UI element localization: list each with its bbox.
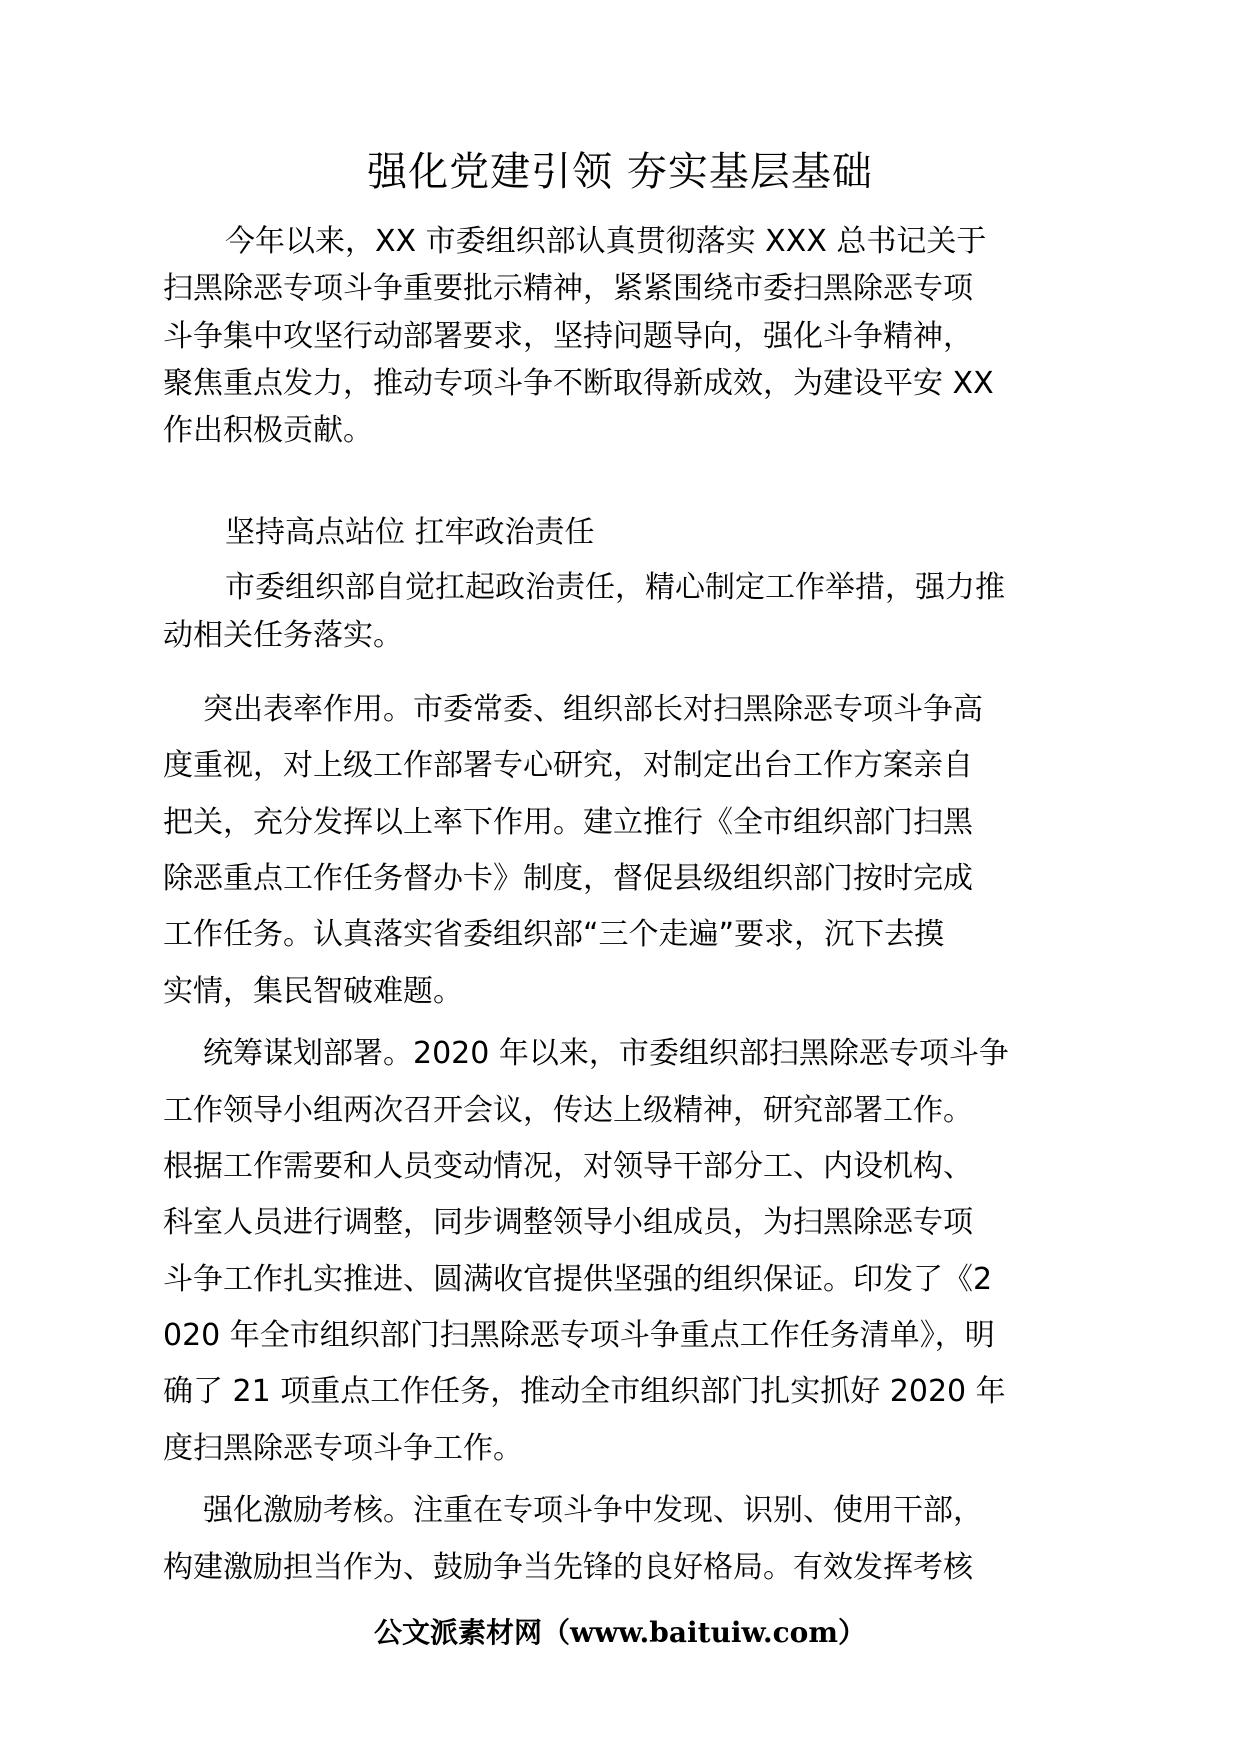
body-line: 今年以来，XX 市委组织部认真贯彻落实 XXX 总书记关于: [225, 224, 987, 259]
document-title: 强化党建引领 夯实基层基础: [367, 149, 873, 195]
body-line: 除恶重点工作任务督办卡》制度，督促县级组织部门按时完成: [163, 861, 973, 896]
body-line: 扫黑除恶专项斗争重要批示精神，紧紧围绕市委扫黑除恶专项: [163, 271, 973, 306]
section-heading: 坚持高点站位 扛牢政治责任: [225, 515, 595, 550]
body-line: 工作任务。认真落实省委组织部“三个走遍”要求，沉下去摸: [163, 917, 945, 952]
body-line: 工作领导小组两次召开会议，传达上级精神，研究部署工作。: [163, 1093, 973, 1128]
body-line: 斗争集中攻坚行动部署要求，坚持问题导向，强化斗争精神，: [163, 319, 973, 354]
body-line: 020 年全市组织部门扫黑除恶专项斗争重点工作任务清单》，明: [163, 1318, 995, 1353]
body-line: 度扫黑除恶专项斗争工作。: [163, 1431, 523, 1466]
footer-watermark: 公文派素材网（www.baituiw.com）: [374, 1616, 866, 1649]
body-line: 动相关任务落实。: [163, 618, 403, 653]
body-line: 统筹谋划部署。2020 年以来，市委组织部扫黑除恶专项斗争: [203, 1036, 1009, 1071]
body-line: 确了 21 项重点工作任务，推动全市组织部门扎实抓好 2020 年: [163, 1374, 1006, 1409]
body-line: 聚焦重点发力，推动专项斗争不断取得新成效，为建设平安 XX: [163, 366, 994, 401]
body-line: 斗争工作扎实推进、圆满收官提供坚强的组织保证。印发了《2: [163, 1262, 993, 1297]
body-line: 实情，集民智破难题。: [163, 974, 463, 1009]
body-line: 构建激励担当作为、鼓励争当先锋的良好格局。有效发挥考核: [163, 1550, 973, 1585]
body-line: 突出表率作用。市委常委、组织部长对扫黑除恶专项斗争高: [203, 692, 983, 727]
body-line: 作出积极贡献。: [163, 413, 373, 448]
body-line: 科室人员进行调整，同步调整领导小组成员，为扫黑除恶专项: [163, 1205, 973, 1240]
body-line: 市委组织部自觉扛起政治责任，精心制定工作举措，强力推: [225, 570, 1005, 605]
body-line: 强化激励考核。注重在专项斗争中发现、识别、使用干部，: [203, 1493, 983, 1528]
body-line: 度重视，对上级工作部署专心研究，对制定出台工作方案亲自: [163, 748, 973, 783]
body-line: 把关，充分发挥以上率下作用。建立推行《全市组织部门扫黑: [163, 805, 973, 840]
body-line: 根据工作需要和人员变动情况，对领导干部分工、内设机构、: [163, 1149, 973, 1184]
